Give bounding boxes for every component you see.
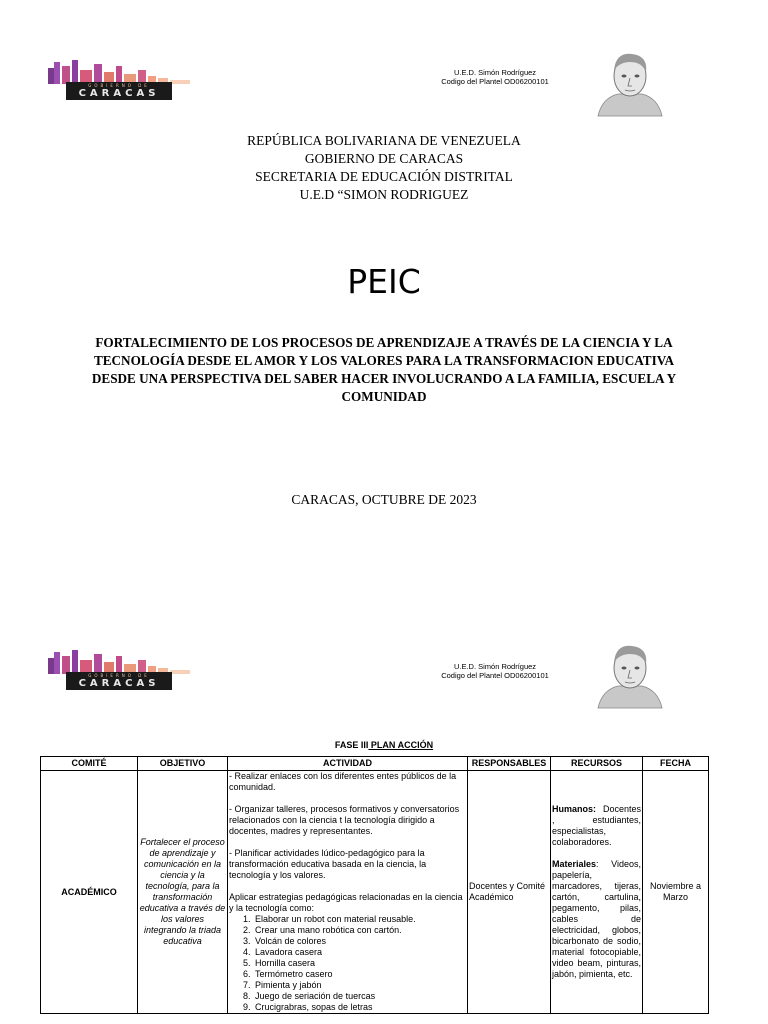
column-header-actividad: ACTIVIDAD (228, 757, 468, 771)
list-item: 5. Hornilla casera (253, 958, 466, 969)
list-item: 7. Pimienta y jabón (253, 980, 466, 991)
table-row (41, 771, 709, 1014)
logo-subtitle: GOBIERNO DE (88, 83, 150, 88)
list-item: 3. Volcán de colores (253, 936, 466, 947)
portrait-simon-rodriguez-page2 (592, 640, 668, 710)
activity-item: Aplicar estrategias pedagógicas relacionadas en la ciencia y la tecnología como: (229, 892, 463, 913)
activity-item: - Planificar actividades lúdico-pedagógico para la transformación educativa basada en la ciencia, la tecnología y los valores. (229, 848, 427, 880)
institution-heading (0, 132, 768, 204)
recursos-humanos-text: Docentes , estudiantes, especialistas, colaboradores. (552, 804, 641, 847)
column-header-comite: COMITÉ (41, 757, 138, 771)
school-code: Codigo del Plantel OD06200101 (441, 671, 549, 680)
column-header-objetivo: OBJETIVO (138, 757, 228, 771)
cell-fecha: Noviembre a Marzo (643, 771, 709, 1014)
heading-line-2: GOBIERNO DE CARACAS (304, 151, 464, 166)
action-plan-table (40, 756, 709, 1014)
recursos-humanos-label: Humanos: (552, 804, 597, 814)
activity-item: - Realizar enlaces con los diferentes entes públicos de la comunidad. (229, 771, 457, 792)
plan-title-underlined: PLAN ACCIÓN (368, 740, 434, 750)
cell-responsables: Docentes y Comité Académico (468, 771, 551, 1014)
portrait-simon-rodriguez (592, 48, 668, 118)
plan-phase: FASE III (334, 740, 369, 750)
cell-comite: ACADÉMICO (41, 771, 138, 1014)
list-item: 4. Lavadora casera (253, 947, 466, 958)
school-code: Codigo del Plantel OD06200101 (441, 77, 549, 86)
list-item: 2. Crear una mano robótica con cartón. (253, 925, 466, 936)
plan-title (0, 740, 768, 750)
cell-actividad (228, 771, 468, 1014)
school-info (415, 68, 575, 86)
list-item: 8. Juego de seriación de tuercas (253, 991, 466, 1002)
list-item: 9. Crucigrabras, sopas de letras (253, 1002, 466, 1013)
table-header-row (41, 757, 709, 771)
school-name: U.E.D. Simón Rodríguez (453, 68, 537, 77)
cell-objetivo: Fortalecer el proceso de aprendizaje y comunicación en la ciencia y la tecnología, para la transformación educativa a través de los valores integrando la triada educativa (138, 771, 228, 1014)
project-title: FORTALECIMIENTO DE LOS PROCESOS DE APRENDIZAJE A TRAVÉS DE LA CIENCIA Y LA TECNOLOGÍA DESDE EL AMOR Y LOS VALORES PARA LA TRANSFORMACION EDUCATIVA DESDE UNA PERSPECTIVA DEL SABER HACER INVOLUCRANDO A LA FAMILIA, ESCUELA Y COMUNIDAD (91, 335, 677, 404)
logo-text: CARACAS (78, 88, 160, 99)
list-item: 6. Termómetro casero (253, 969, 466, 980)
caracas-logo-page2 (40, 646, 200, 696)
place-date: CARACAS, OCTUBRE DE 2023 (291, 492, 477, 507)
experiments-list (229, 914, 466, 1013)
heading-line-1: REPÚBLICA BOLIVARIANA DE VENEZUELA (247, 133, 521, 148)
school-name: U.E.D. Simón Rodríguez (453, 662, 537, 671)
recursos-materiales-label: Materiales (552, 859, 597, 869)
recursos-humanos (552, 804, 641, 848)
column-header-responsables: RESPONSABLES (468, 757, 551, 771)
document-title: PEIC (347, 262, 421, 301)
activity-item: - Organizar talleres, procesos formativos y conversatorios relacionados con la ciencia t la tecnología dirigido a docentes, madres y representantes. (229, 804, 460, 836)
recursos-materiales-text: : Videos, papelería, marcadores, tijeras, cartón, cartulina, pegamento, pilas, cables de electricidad, globos, bicarbonato de sodio, material fotocopiable, video beam, pinturas, jabón, pimienta, etc. (552, 859, 641, 979)
heading-line-4: U.E.D “SIMON RODRIGUEZ (299, 187, 469, 202)
logo-subtitle: GOBIERNO DE (88, 673, 150, 678)
list-item: 1. Elaborar un robot con material reusable. (253, 914, 466, 925)
column-header-fecha: FECHA (643, 757, 709, 771)
column-header-recursos: RECURSOS (551, 757, 643, 771)
caracas-logo (40, 56, 200, 106)
logo-text: CARACAS (78, 678, 160, 689)
recursos-materiales (552, 859, 641, 980)
school-info-page2 (415, 662, 575, 680)
cell-recursos (551, 771, 643, 1014)
heading-line-3: SECRETARIA DE EDUCACIÓN DISTRITAL (255, 169, 513, 184)
